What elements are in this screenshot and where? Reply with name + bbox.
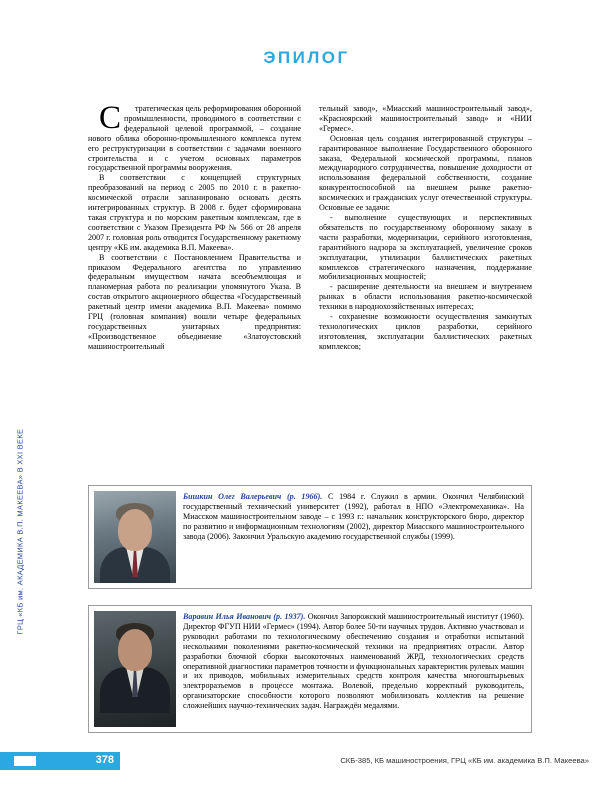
- bio-card: [88, 485, 532, 589]
- body-columns: [88, 100, 532, 352]
- portrait-photo: [94, 491, 176, 583]
- paragraph-text: тратегическая цель реформирования оборонной промышленности, проводимого в соответствии с федеральной целевой программой, – создание нового облика оборонно-промышленного комплекса путем его реструктуризации в соответствии с задачами военного строительства и с учетом основных параметров государственной программы вооружения.: [88, 104, 301, 173]
- paragraph: В соответствии с Постановлением Правительства и приказом Федерального агентства по управлению федеральным имуществом начата всеобъемлющая и планомерная работа по реализации упомянутого Указа. В состав открытого акционерного общества «Государственный ракетный центр имени академика В.П. Макеева» помимо ГРЦ (головная компания) вошли четыре федеральных государственных унитарных предприятия: «Производственное объединение «Златоустовский машиностроительный: [88, 252, 301, 351]
- paragraph: тельный завод», «Миасский машиностроительный завод», «Красноярский машиностроительный завод» и «НИИ «Гермес».: [319, 104, 532, 133]
- running-head: ГРЦ «КБ им. АКАДЕМИКА В.П. МАКЕЕВА» В XXI ВЕКЕ: [15, 428, 25, 635]
- footer-caption: СКБ-385, КБ машиностроения, ГРЦ «КБ им. академика В.П. Макеева»: [340, 756, 589, 765]
- bio-card: [88, 605, 532, 733]
- left-column: [88, 100, 301, 352]
- bio-name: Варавин Илья Иванович (р. 1937).: [183, 612, 306, 621]
- bio-text: [181, 606, 531, 732]
- paragraph-bullet: - расширение деятельности на внешнем и внутреннем рынках в области использования ракетно-космической техники в народнохозяйственных интересах;: [319, 282, 532, 312]
- bio-body: Окончил Запорожский машиностроительный институт (1960). Директор ФГУП НИИ «Гермес» (1994). Автор более 50-ти научных трудов. Активно участвовал и руководил работами по технологическому обеспечению создания и отработки испытаний несколькими поколениями ракетно-космической техники на предприятиях отрасли. Автор разработки блочной сборки высокоточных наименований ЖРД, технологических средств оперативной диагностики параметров точности и функциональных характеристик рулевых машин и их приводов, мобильных измерительных средств контроля качества многоштырьевых электроразъемов в процессе монтажа. Волевой, предельно корректный руководитель, организаторские способности которого позволяют мобилизовать коллектив на решение сложнейших научно-технических задач. Награждён медалями.: [183, 612, 525, 711]
- side-rail: [0, 0, 30, 800]
- paragraph: В соответствии с концепцией структурных преобразований на период с 2005 по 2010 г. в ракетно-космической отрасли запланировано основать десять интегрированных структур. В 2008 г. будет сформирована такая структура и по морским ракетным комплексам, где в соответствии с Указом Президента РФ № 566 от 28 апреля 2007 г. головная роль отводится Государственному ракетному центру «КБ им. академика В.П. Макеева».: [88, 173, 301, 252]
- paragraph-dropcap: [88, 100, 301, 173]
- bio-body: С 1984 г. Служил в армии. Окончил Челябинский государственный технический университет (1992), работал в НПО «Электромеханика». На Миасском машиностроительном заводе – с 1993 г.: начальник конструкторского бюро, директор по развитию и информационным технологиям (2002), директор Миасского машиностроительного завода (2006). Закончил Уральскую академию государственной службы (1999).: [183, 492, 524, 541]
- bio-name: Бишкин Олег Валерьевич (р. 1966).: [183, 492, 323, 501]
- paragraph-bullet: - выполнение существующих и перспективных обязательств по государственному оборонному заказу в части разработки, модернизации, серийного изготовления, гарантийного надзора за эксплуатацией, увеличение сроков эксплуатации, утилизации баллистических ракетных комплексов стратегического назначения, поддержание мобилизационных мощностей;: [319, 212, 532, 282]
- right-column: [319, 104, 532, 352]
- page-title: ЭПИЛОГ: [263, 48, 350, 67]
- paragraph: Основная цель создания интегрированной структуры – гарантированное выполнение Государственного оборонного заказа, Федеральной космической программы, планов международного сотрудничества, повышение доходности от использования федеральной собственности, создание конкурентоспособной на внешнем рынке ракетно-космических и гражданских услуг отечественной структуры. Основные ее задачи:: [319, 133, 532, 213]
- paragraph-bullet: - сохранение возможности осуществления замкнутых технологических циклов разработки, серийного изготовления, эксплуатации баллистических ракетных комплексов;: [319, 312, 532, 351]
- page-number: 378: [95, 754, 114, 766]
- portrait-photo: [94, 611, 176, 727]
- dropcap-letter: С: [99, 100, 122, 136]
- bio-text: [181, 486, 531, 588]
